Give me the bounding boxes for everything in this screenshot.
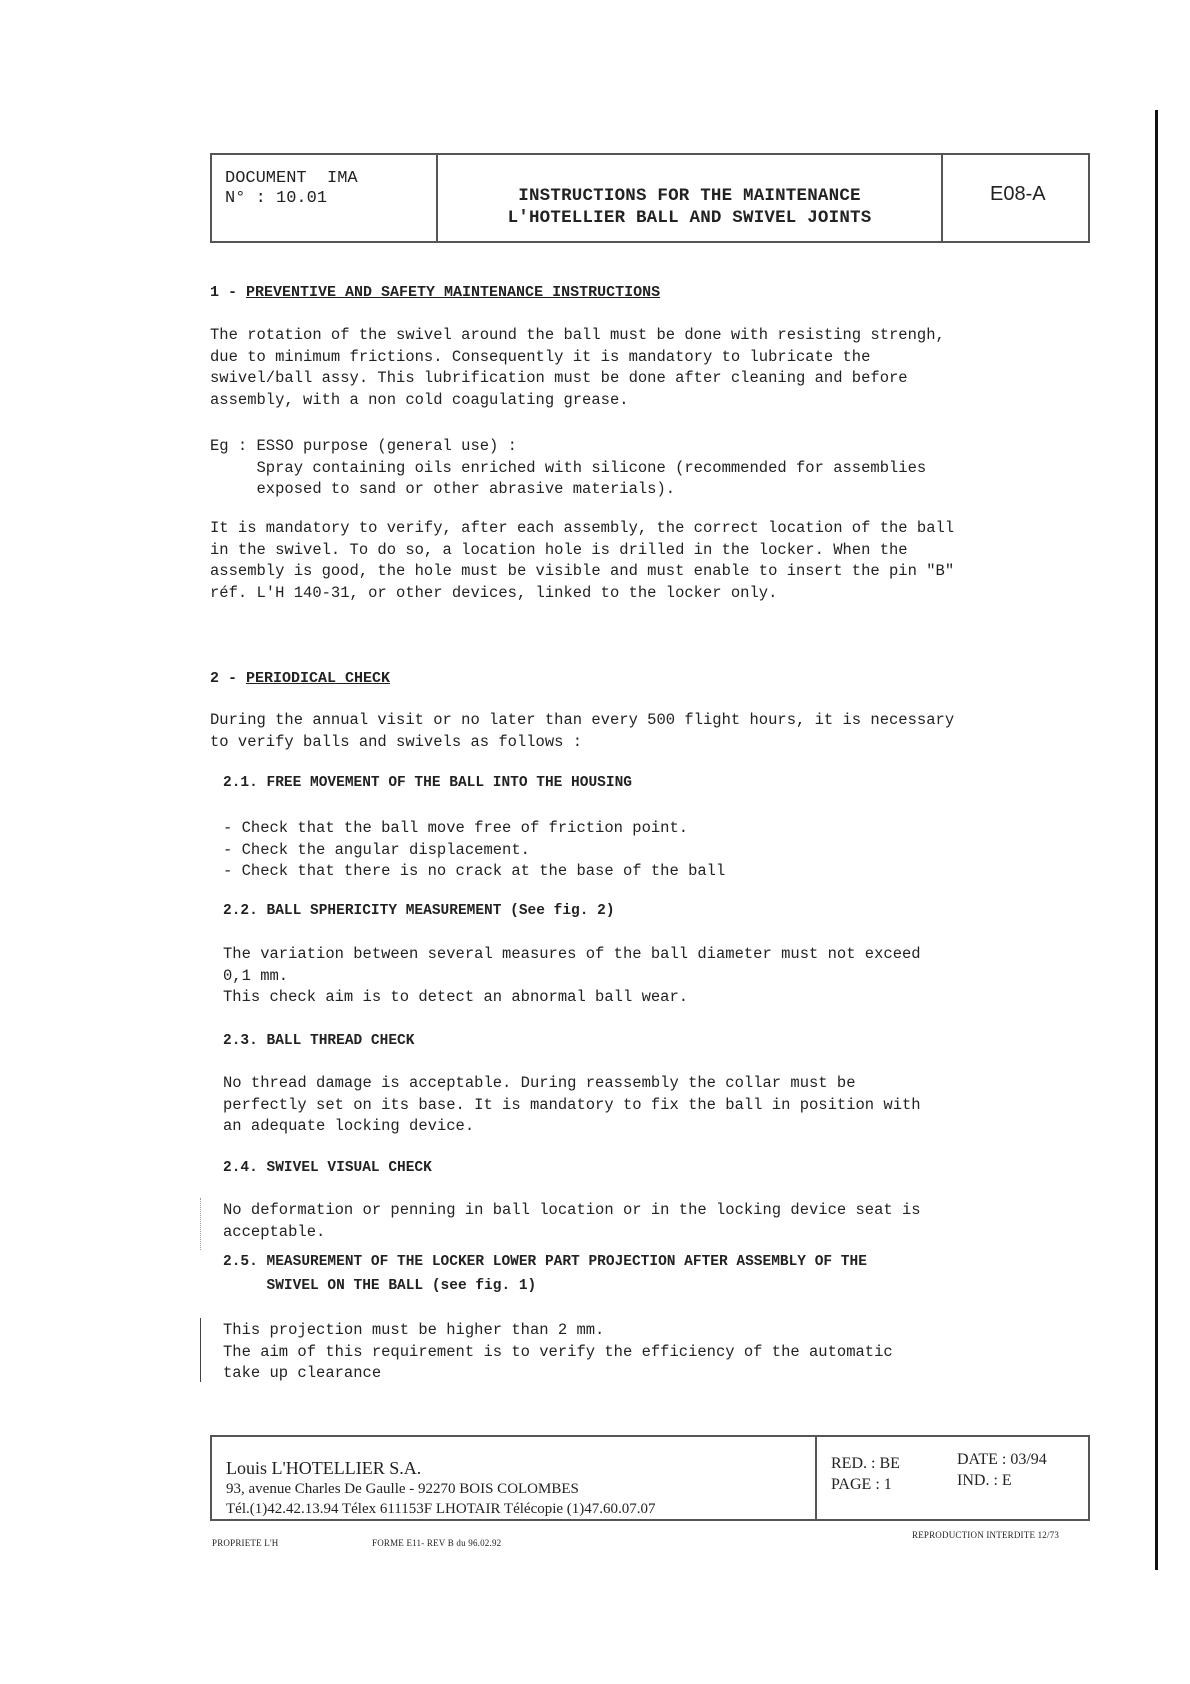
company-name: Louis L'HOTELLIER S.A. (226, 1458, 422, 1478)
company-info-cell (212, 1437, 817, 1519)
page-number: PAGE : 1 (831, 1476, 892, 1493)
section2-heading (210, 670, 390, 687)
document-date: DATE : 03/94 (957, 1451, 1047, 1468)
revision-bar-2-4 (200, 1198, 202, 1250)
revision-bar-2-5 (200, 1318, 201, 1382)
document-label: DOCUMENT IMA (225, 169, 358, 188)
document-title-line2: L'HOTELLIER BALL AND SWIVEL JOINTS (507, 208, 872, 228)
section1-title: PREVENTIVE AND SAFETY MAINTENANCE INSTRUCTIONS (246, 284, 661, 301)
revision-info-cell (817, 1437, 957, 1519)
document-id-cell (212, 155, 438, 241)
subsection-2-5-heading: 2.5. MEASUREMENT OF THE LOCKER LOWER PART PROJECTION AFTER ASSEMBLY OF THE SWIVEL ON THE BALL (see fig. 1) (223, 1254, 867, 1294)
document-title-line1: INSTRUCTIONS FOR THE MAINTENANCE (518, 186, 861, 206)
document-code: E08-A (990, 183, 1046, 205)
document-footer (210, 1435, 1090, 1521)
section2-intro: During the annual visit or no later than every 500 flight hours, it is necessary to verify balls and swivels as follows : (210, 711, 955, 751)
section2-title: PERIODICAL CHECK (246, 670, 391, 687)
reproduction-notice: REPRODUCTION INTERDITE 12/73 (912, 1530, 1060, 1540)
subsection-2-3-body: No thread damage is acceptable. During reassembly the collar must be perfectly set on its base. It is mandatory to fix the ball in position with an adequate locking device. (223, 1074, 921, 1135)
subsection-2-1-heading: 2.1. FREE MOVEMENT OF THE BALL INTO THE HOUSING (223, 775, 632, 791)
section1-heading (210, 284, 660, 301)
subsection-2-5-body: This projection must be higher than 2 mm. The aim of this requirement is to verify the efficiency of the automatic take up clearance (223, 1321, 893, 1382)
subsection-2-2-heading: 2.2. BALL SPHERICITY MEASUREMENT (See fig. 2) (223, 903, 615, 919)
subsection-2-4-heading: 2.4. SWIVEL VISUAL CHECK (223, 1160, 432, 1176)
section2-number: 2 - (210, 670, 247, 687)
section1-example: Eg : ESSO purpose (general use) : Spray containing oils enriched with silicone (recommended for assemblies exposed to sand or other abrasive materials). (210, 437, 927, 498)
company-contact: Tél.(1)42.42.13.94 Télex 611153F LHOTAIR Télécopie (1)47.60.07.07 (226, 1501, 656, 1517)
subsection-2-3-heading: 2.3. BALL THREAD CHECK (223, 1033, 415, 1049)
subsection-2-4-body: No deformation or penning in ball location or in the locking device seat is acceptable. (223, 1201, 921, 1241)
subsection-2-2-body: The variation between several measures of the ball diameter must not exceed 0,1 mm. This check aim is to detect an abnormal ball wear. (223, 945, 921, 1006)
section1-paragraph1: The rotation of the swivel around the ball must be done with resisting strengh, due to minimum frictions. Consequently it is mandatory to lubricate the swivel/ball assy. This lubrification must be done after cleaning and before assembly, with a non cold coagulating grease. (210, 326, 945, 409)
document-header (210, 153, 1090, 243)
company-address: 93, avenue Charles De Gaulle - 92270 BOIS COLOMBES (226, 1481, 579, 1497)
right-margin-rule (1155, 110, 1158, 1570)
section1-paragraph2: It is mandatory to verify, after each assembly, the correct location of the ball in the swivel. To do so, a location hole is drilled in the locker. When the assembly is good, the hole must be visible and must enable to insert the pin "B" réf. L'H 140-31, or other devices, linked to the locker only. (210, 519, 955, 602)
subsection-2-1-body: - Check that the ball move free of friction point. - Check the angular displacement. - Check that there is no crack at the base of the ball (223, 819, 726, 880)
document-number: N° : 10.01 (225, 189, 328, 208)
section1-number: 1 - (210, 284, 247, 301)
date-info-cell (957, 1437, 1088, 1519)
form-reference: FORME E11- REV B du 96.02.92 (372, 1538, 502, 1548)
document-index: IND. : E (957, 1472, 1012, 1489)
redactor-label: RED. : BE (831, 1455, 900, 1472)
property-note: PROPRIETE L'H (212, 1538, 279, 1548)
document-code-cell (943, 155, 1088, 241)
document-title-cell (438, 155, 943, 241)
